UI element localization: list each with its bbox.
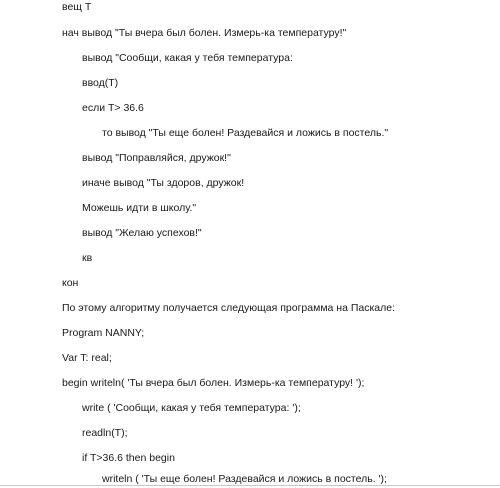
code-line-program: Program NANNY; — [62, 327, 145, 339]
algo-line-prompt: вывод "Сообщи, какая у тебя температура: — [82, 52, 293, 64]
code-line-begin: begin writeln( 'Ты вчера был болен. Измерь-ка температуру! '); — [62, 377, 365, 389]
algo-line-else: иначе вывод "Ты здоров, дружок! — [82, 177, 245, 189]
algo-line-var: вещ Т — [62, 1, 92, 13]
code-line-var: Var T: real; — [62, 352, 112, 364]
algo-line-start: нач вывод "Ты вчера был болен. Измерь-ка температуру!" — [62, 27, 347, 39]
algo-line-school: Можешь идти в школу." — [82, 202, 197, 214]
algo-line-end-branch: кв — [82, 252, 93, 264]
code-line-if: if T>36.6 then begin — [82, 452, 175, 464]
algo-line-get-well: вывод "Поправляйся, дружок!" — [82, 152, 231, 164]
algo-line-then: то вывод "Ты еще болен! Раздевайся и ложись в постель." — [102, 127, 389, 139]
code-line-readln: readln(T); — [82, 427, 128, 439]
code-line-write: write ( 'Сообщи, какая у тебя температура: '); — [82, 402, 301, 414]
algo-line-end: кон — [62, 277, 79, 289]
algo-line-if: если Т> 36.6 — [82, 102, 144, 114]
page-bottom-divider — [0, 485, 500, 486]
paragraph-intro: По этому алгоритму получается следующая программа на Паскале: — [62, 302, 396, 314]
algo-line-input: ввод(Т) — [82, 77, 119, 89]
code-line-writeln: writeln ( 'Ты еще болен! Раздевайся и ложись в постель. '); — [102, 473, 387, 485]
algo-line-good-luck: вывод "Желаю успехов!" — [82, 227, 202, 239]
